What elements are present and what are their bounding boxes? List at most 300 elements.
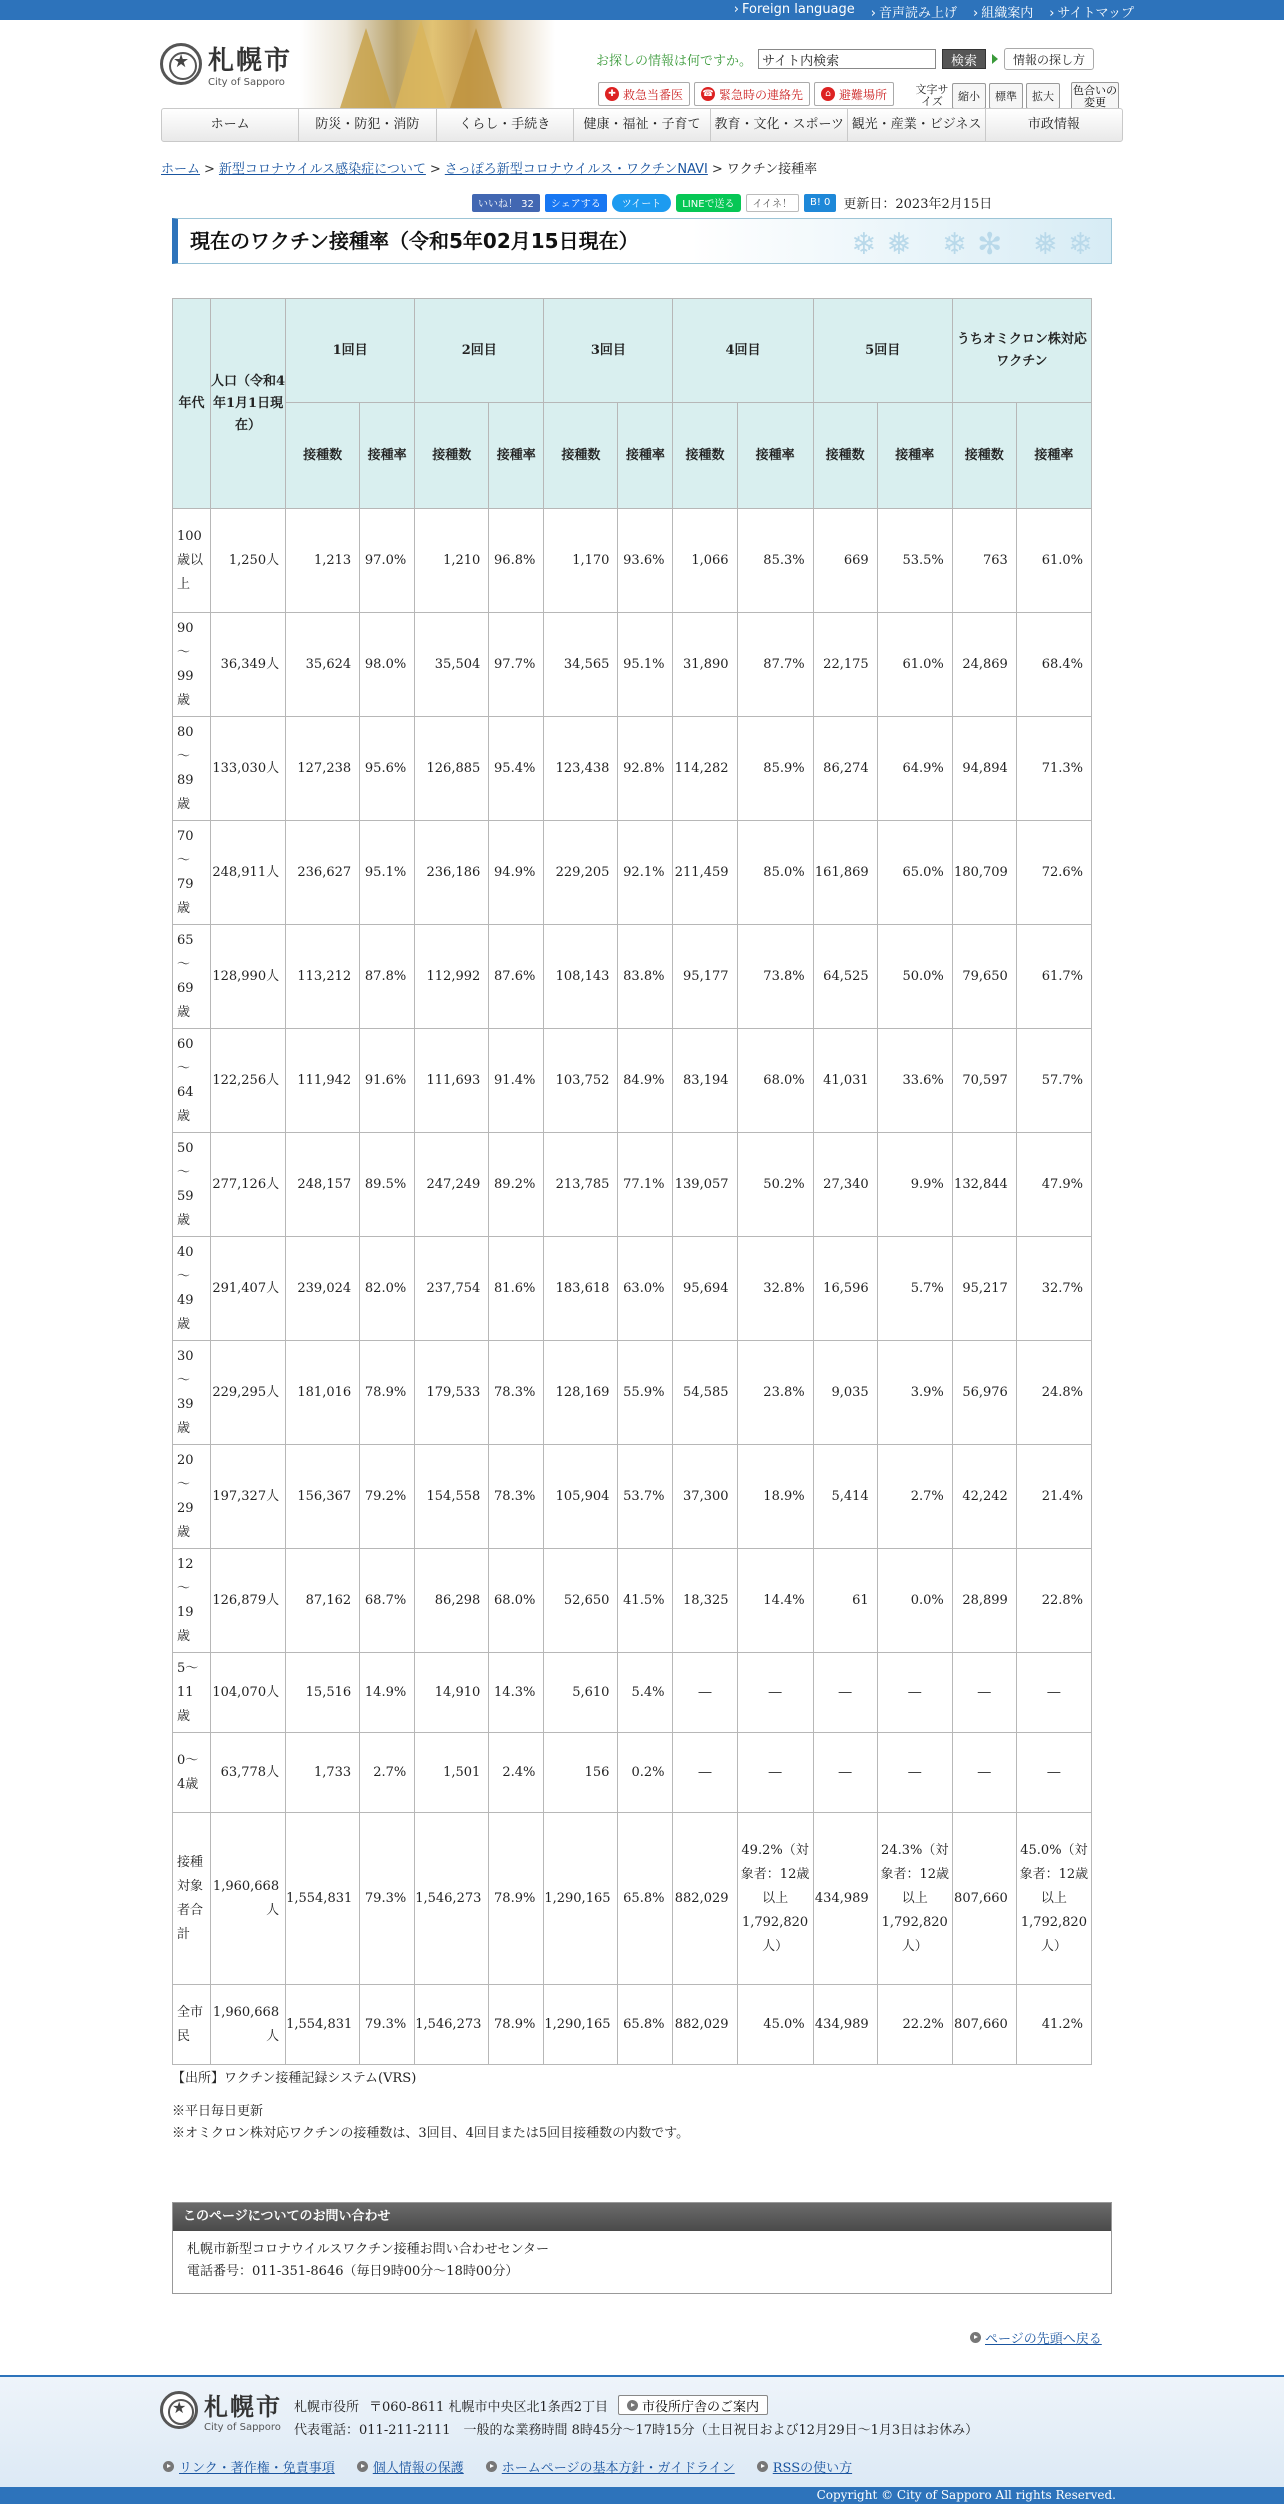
count-cell: 111,942 — [286, 1029, 360, 1133]
rate-cell: 21.4% — [1016, 1445, 1091, 1549]
population-cell: 36,349人 — [211, 613, 286, 717]
count-cell: 64,525 — [813, 925, 877, 1029]
population-cell: 133,030人 — [211, 717, 286, 821]
search-prompt: お探しの情報は何ですか。 — [596, 53, 753, 69]
rate-cell: 82.0% — [360, 1237, 415, 1341]
rate-cell: 68.0% — [737, 1029, 813, 1133]
age-cell: 60～64歳 — [173, 1029, 211, 1133]
count-cell: 229,205 — [544, 821, 618, 925]
count-cell: 1,170 — [544, 509, 618, 613]
arrow-right-icon — [627, 2400, 638, 2411]
rate-cell: 78.9% — [360, 1341, 415, 1445]
breadcrumb: ホーム > 新型コロナウイルス感染症について > さっぽろ新型コロナウイルス・ワクチンNAVI > ワクチン接種率 — [161, 162, 818, 177]
rate-cell: 22.2% — [877, 1985, 952, 2065]
footer-link-copyright[interactable]: リンク・著作権・免責事項 — [179, 2461, 335, 2476]
rate-cell: 45.0%（対象者：12歳以上1,792,820人） — [1016, 1813, 1091, 1985]
count-cell: 1,733 — [286, 1733, 360, 1813]
count-cell: 31,890 — [673, 613, 737, 717]
subheader-count: 接種数 — [813, 403, 877, 509]
rate-cell: 53.5% — [877, 509, 952, 613]
arrow-right-icon — [992, 54, 998, 64]
font-size-label: 文字サイズ — [915, 83, 949, 108]
nav-health[interactable]: 健康・福祉・子育て — [574, 109, 711, 141]
subheader-rate: 接種率 — [489, 403, 544, 509]
rate-cell: 63.0% — [618, 1237, 673, 1341]
table-row — [173, 717, 1092, 821]
rate-cell: 97.7% — [489, 613, 544, 717]
rate-cell: ― — [737, 1653, 813, 1733]
count-cell: ― — [673, 1653, 737, 1733]
nav-education[interactable]: 教育・文化・スポーツ — [711, 109, 848, 141]
arrow-right-icon — [486, 2461, 497, 2472]
organization-link[interactable]: 組織案内 — [981, 6, 1034, 21]
count-cell: 113,212 — [286, 925, 360, 1029]
header-population: 人口（令和4年1月1日現在） — [211, 299, 286, 509]
count-cell: 882,029 — [673, 1813, 737, 1985]
rate-cell: 68.7% — [360, 1549, 415, 1653]
count-cell: 1,554,831 — [286, 1813, 360, 1985]
age-cell: 50～59歳 — [173, 1133, 211, 1237]
population-cell: 122,256人 — [211, 1029, 286, 1133]
count-cell: 434,989 — [813, 1813, 877, 1985]
rate-cell: 61.0% — [1016, 509, 1091, 613]
count-cell: 123,438 — [544, 717, 618, 821]
rate-cell: 91.6% — [360, 1029, 415, 1133]
rate-cell: 0.2% — [618, 1733, 673, 1813]
rate-cell: 2.7% — [360, 1733, 415, 1813]
count-cell: 180,709 — [952, 821, 1016, 925]
rate-cell: ― — [877, 1653, 952, 1733]
rate-cell: 41.2% — [1016, 1985, 1091, 2065]
header-dose-3: 3回目 — [544, 299, 673, 403]
rate-cell: 24.3%（対象者：12歳以上1,792,820人） — [877, 1813, 952, 1985]
subheader-count: 接種数 — [415, 403, 489, 509]
arrow-right-icon — [357, 2461, 368, 2472]
page-top-anchor[interactable]: ページの先頭へ戻る — [985, 2332, 1102, 2347]
office-address: 〒060-8611 札幌市中央区北1条西2丁目 — [369, 2399, 608, 2415]
shelter-icon: ⌂ — [821, 87, 835, 101]
count-cell: 34,565 — [544, 613, 618, 717]
rate-cell: 47.9% — [1016, 1133, 1091, 1237]
rate-cell: 72.6% — [1016, 821, 1091, 925]
rate-cell: 97.0% — [360, 509, 415, 613]
count-cell: 1,290,165 — [544, 1985, 618, 2065]
rate-cell: 24.8% — [1016, 1341, 1091, 1445]
rate-cell: 9.9% — [877, 1133, 952, 1237]
rate-cell: 98.0% — [360, 613, 415, 717]
rate-cell: 87.8% — [360, 925, 415, 1029]
rate-cell: 65.0% — [877, 821, 952, 925]
rate-cell: ― — [1016, 1653, 1091, 1733]
table-row — [173, 509, 1092, 613]
page-title: 現在のワクチン接種率（令和5年02月15日現在） ❄❅ ❄✻ ❅❄ — [172, 218, 1112, 264]
count-cell: 181,016 — [286, 1341, 360, 1445]
count-cell: 237,754 — [415, 1237, 489, 1341]
footer-link-rss[interactable]: RSSの使い方 — [772, 2461, 853, 2476]
count-cell: 1,501 — [415, 1733, 489, 1813]
breadcrumb-current: ワクチン接種率 — [726, 162, 818, 177]
site-footer — [0, 2375, 1284, 2487]
count-cell: 669 — [813, 509, 877, 613]
note-update: ※平日毎日更新 — [172, 2104, 264, 2119]
population-cell: 277,126人 — [211, 1133, 286, 1237]
rate-cell: 85.0% — [737, 821, 813, 925]
rate-cell: 5.4% — [618, 1653, 673, 1733]
count-cell: 127,238 — [286, 717, 360, 821]
subheader-rate: 接種率 — [618, 403, 673, 509]
count-cell: 108,143 — [544, 925, 618, 1029]
rate-cell: 95.1% — [618, 613, 673, 717]
rate-cell: 68.4% — [1016, 613, 1091, 717]
rate-cell: 64.9% — [877, 717, 952, 821]
count-cell: 111,693 — [415, 1029, 489, 1133]
count-cell: 156,367 — [286, 1445, 360, 1549]
rate-cell: ― — [877, 1733, 952, 1813]
nav-tourism[interactable]: 観光・産業・ビジネス — [848, 109, 985, 141]
facebook-like-button[interactable]: いいね！ 32 — [472, 194, 540, 212]
rate-cell: 41.5% — [618, 1549, 673, 1653]
nav-cityinfo[interactable]: 市政情報 — [1027, 117, 1080, 132]
font-small-button[interactable]: 縮小 — [952, 83, 986, 109]
page-top-link[interactable] — [970, 2328, 1102, 2347]
emergency-contact-button[interactable]: ☎ 緊急時の連絡先 — [694, 82, 810, 106]
count-cell: 132,844 — [952, 1133, 1016, 1237]
count-cell: 86,274 — [813, 717, 877, 821]
city-emblem-icon — [160, 2391, 198, 2429]
rate-cell: 91.4% — [489, 1029, 544, 1133]
rate-cell: 32.7% — [1016, 1237, 1091, 1341]
font-large-button[interactable]: 拡大 — [1026, 83, 1060, 109]
rate-cell: 55.9% — [618, 1341, 673, 1445]
office-name: 札幌市役所 — [294, 2399, 360, 2415]
rate-cell: ― — [737, 1733, 813, 1813]
population-cell: 1,960,668人 — [211, 1813, 286, 1985]
count-cell: 37,300 — [673, 1445, 737, 1549]
rate-cell: 14.4% — [737, 1549, 813, 1653]
rate-cell: 89.5% — [360, 1133, 415, 1237]
count-cell: 5,610 — [544, 1653, 618, 1733]
foreign-language-link[interactable]: Foreign language — [741, 2, 855, 17]
emergency-doctor-button[interactable]: ✚ 救急当番医 — [598, 82, 690, 106]
subheader-count: 接種数 — [286, 403, 360, 509]
rate-cell: 81.6% — [489, 1237, 544, 1341]
age-cell: 100歳以上 — [173, 509, 211, 613]
office-guide-button[interactable]: 市役所庁舎のご案内 — [618, 2395, 768, 2415]
table-row — [173, 1445, 1092, 1549]
population-cell: 291,407人 — [211, 1237, 286, 1341]
rate-cell: 87.6% — [489, 925, 544, 1029]
subheader-count: 接種数 — [952, 403, 1016, 509]
count-cell: 27,340 — [813, 1133, 877, 1237]
count-cell: 236,186 — [415, 821, 489, 925]
site-header — [0, 20, 1284, 108]
rate-cell: 95.6% — [360, 717, 415, 821]
count-cell: 18,325 — [673, 1549, 737, 1653]
count-cell: 103,752 — [544, 1029, 618, 1133]
header-omicron: うちオミクロン株対応ワクチン — [952, 299, 1091, 403]
count-cell: 236,627 — [286, 821, 360, 925]
line-share-button[interactable]: LINEで送る — [676, 194, 740, 212]
population-cell: 248,911人 — [211, 821, 286, 925]
count-cell: 1,546,273 — [415, 1985, 489, 2065]
search-input[interactable] — [758, 49, 936, 69]
rate-cell: 0.0% — [877, 1549, 952, 1653]
count-cell: 179,533 — [415, 1341, 489, 1445]
age-cell: 30～39歳 — [173, 1341, 211, 1445]
count-cell: 247,249 — [415, 1133, 489, 1237]
count-cell: 61 — [813, 1549, 877, 1653]
count-cell: 763 — [952, 509, 1016, 613]
count-cell: ― — [952, 1653, 1016, 1733]
count-cell: 139,057 — [673, 1133, 737, 1237]
table-row — [173, 1237, 1092, 1341]
rate-cell: ― — [1016, 1733, 1091, 1813]
rate-cell: 95.4% — [489, 717, 544, 821]
rate-cell: 92.8% — [618, 717, 673, 821]
font-size-controls — [915, 82, 1119, 110]
count-cell: 22,175 — [813, 613, 877, 717]
rate-cell: 5.7% — [877, 1237, 952, 1341]
data-source: 【出所】ワクチン接種記録システム(VRS) — [172, 2071, 417, 2086]
count-cell: 95,217 — [952, 1237, 1016, 1341]
search-button[interactable]: 検索 — [942, 49, 986, 69]
count-cell: 95,177 — [673, 925, 737, 1029]
count-cell: 156 — [544, 1733, 618, 1813]
count-cell: 126,885 — [415, 717, 489, 821]
subheader-rate: 接種率 — [737, 403, 813, 509]
rate-cell: 93.6% — [618, 509, 673, 613]
rate-cell: 96.8% — [489, 509, 544, 613]
read-aloud-link[interactable]: 音声読み上げ — [878, 6, 957, 21]
logo-subtitle: City of Sapporo — [208, 77, 285, 88]
table-row — [173, 1733, 1092, 1813]
population-cell: 229,295人 — [211, 1341, 286, 1445]
emergency-links — [598, 82, 894, 106]
count-cell: 15,516 — [286, 1653, 360, 1733]
count-cell: 54,585 — [673, 1341, 737, 1445]
table-row — [173, 1133, 1092, 1237]
rate-cell: 92.1% — [618, 821, 673, 925]
mixi-iine-button[interactable]: イイネ！ — [746, 194, 799, 212]
age-cell: 20～29歳 — [173, 1445, 211, 1549]
count-cell: 42,242 — [952, 1445, 1016, 1549]
count-cell: 1,554,831 — [286, 1985, 360, 2065]
count-cell: 94,894 — [952, 717, 1016, 821]
subheader-rate: 接種率 — [877, 403, 952, 509]
rate-cell: 3.9% — [877, 1341, 952, 1445]
count-cell: 24,869 — [952, 613, 1016, 717]
rate-cell: 57.7% — [1016, 1029, 1091, 1133]
christmas-tree-image — [300, 20, 555, 108]
count-cell: 70,597 — [952, 1029, 1016, 1133]
age-cell: 接種対象者合計 — [173, 1813, 211, 1985]
count-cell: 1,546,273 — [415, 1813, 489, 1985]
count-cell: ― — [673, 1733, 737, 1813]
logo-name: 札幌市 — [208, 46, 293, 76]
count-cell: 79,650 — [952, 925, 1016, 1029]
count-cell: 52,650 — [544, 1549, 618, 1653]
rate-cell: 85.3% — [737, 509, 813, 613]
copyright: Copyright © City of Sapporo All rights Reserved. — [0, 2487, 1284, 2504]
count-cell: ― — [952, 1733, 1016, 1813]
age-cell: 40～49歳 — [173, 1237, 211, 1341]
rate-cell: 89.2% — [489, 1133, 544, 1237]
table-row — [173, 613, 1092, 717]
contact-tel: 電話番号：011-351-8646（毎日9時00分～18時00分） — [187, 2264, 519, 2279]
rate-cell: 50.2% — [737, 1133, 813, 1237]
age-cell: 0～4歳 — [173, 1733, 211, 1813]
rate-cell: 61.0% — [877, 613, 952, 717]
population-cell: 128,990人 — [211, 925, 286, 1029]
note-omicron: ※オミクロン株対応ワクチンの接種数は、3回目、4回目または5回目接種数の内数です。 — [172, 2126, 690, 2141]
arrow-up-icon — [970, 2332, 981, 2343]
count-cell: 213,785 — [544, 1133, 618, 1237]
count-cell: 35,504 — [415, 613, 489, 717]
rate-cell: 94.9% — [489, 821, 544, 925]
search-howto-button[interactable]: 情報の探し方 — [1004, 48, 1094, 70]
age-cell: 70～79歳 — [173, 821, 211, 925]
table-row — [173, 1813, 1092, 1985]
rate-cell: 73.8% — [737, 925, 813, 1029]
site-search — [596, 48, 1094, 70]
count-cell: ― — [813, 1653, 877, 1733]
count-cell: 434,989 — [813, 1985, 877, 2065]
population-cell: 63,778人 — [211, 1733, 286, 1813]
rate-cell: 14.3% — [489, 1653, 544, 1733]
subheader-rate: 接種率 — [360, 403, 415, 509]
rate-cell: 32.8% — [737, 1237, 813, 1341]
rate-cell: 77.1% — [618, 1133, 673, 1237]
count-cell: 95,694 — [673, 1237, 737, 1341]
count-cell: 16,596 — [813, 1237, 877, 1341]
count-cell: 882,029 — [673, 1985, 737, 2065]
age-cell: 5～11歳 — [173, 1653, 211, 1733]
color-change-button[interactable]: 色合いの変更 — [1071, 82, 1119, 110]
footer-tel: 代表電話：011-211-2111 一般的な業務時間 8時45分～17時15分（土日祝日および12月29日～1月3日はお休み） — [294, 2423, 979, 2438]
site-logo[interactable] — [160, 40, 292, 88]
count-cell: 56,976 — [952, 1341, 1016, 1445]
rate-cell: 84.9% — [618, 1029, 673, 1133]
count-cell: 9,035 — [813, 1341, 877, 1445]
count-cell: ― — [813, 1733, 877, 1813]
footer-address — [294, 2395, 768, 2415]
age-cell: 12～19歳 — [173, 1549, 211, 1653]
rate-cell: 87.7% — [737, 613, 813, 717]
rate-cell: 85.9% — [737, 717, 813, 821]
count-cell: 1,290,165 — [544, 1813, 618, 1985]
breadcrumb-covid[interactable]: 新型コロナウイルス感染症について — [218, 162, 426, 177]
population-cell: 126,879人 — [211, 1549, 286, 1653]
snowflake-decoration-icon: ❄❅ ❄✻ ❅❄ — [851, 227, 1103, 262]
hatena-bookmark-button[interactable]: B! 0 — [804, 194, 836, 212]
count-cell: 154,558 — [415, 1445, 489, 1549]
table-row — [173, 1549, 1092, 1653]
population-cell: 1,960,668人 — [211, 1985, 286, 2065]
font-normal-button[interactable]: 標準 — [989, 83, 1023, 109]
population-cell: 104,070人 — [211, 1653, 286, 1733]
footer-link-policy[interactable]: ホームページの基本方針・ガイドライン — [501, 2461, 735, 2476]
count-cell: 87,162 — [286, 1549, 360, 1653]
subheader-count: 接種数 — [544, 403, 618, 509]
age-cell: 80～89歳 — [173, 717, 211, 821]
breadcrumb-home[interactable]: ホーム — [161, 162, 201, 177]
vaccination-rate-table — [172, 298, 1092, 2065]
rate-cell: 2.7% — [877, 1445, 952, 1549]
rate-cell: 78.9% — [489, 1813, 544, 1985]
contact-name: 札幌市新型コロナウイルスワクチン接種お問い合わせセンター — [187, 2242, 550, 2257]
age-cell: 65～69歳 — [173, 925, 211, 1029]
count-cell: 1,213 — [286, 509, 360, 613]
rate-cell: 83.8% — [618, 925, 673, 1029]
table-row — [173, 1985, 1092, 2065]
rate-cell: 79.3% — [360, 1985, 415, 2065]
header-dose-4: 4回目 — [673, 299, 813, 403]
nav-home[interactable]: ホーム — [162, 109, 299, 141]
rate-cell: 50.0% — [877, 925, 952, 1029]
sitemap-link[interactable]: サイトマップ — [1057, 6, 1134, 21]
rate-cell: 65.8% — [618, 1813, 673, 1985]
footer-logo[interactable] — [160, 2387, 282, 2433]
population-cell: 1,250人 — [211, 509, 286, 613]
count-cell: 105,904 — [544, 1445, 618, 1549]
footer-logo-name: 札幌市 — [204, 2393, 282, 2421]
header-age: 年代 — [173, 299, 211, 509]
header-dose-1: 1回目 — [286, 299, 415, 403]
table-row — [173, 821, 1092, 925]
header-dose-2: 2回目 — [415, 299, 544, 403]
evacuation-site-button[interactable]: ⌂ 避難場所 — [814, 82, 894, 106]
count-cell: 5,414 — [813, 1445, 877, 1549]
rate-cell: 18.9% — [737, 1445, 813, 1549]
rate-cell: 71.3% — [1016, 717, 1091, 821]
count-cell: 183,618 — [544, 1237, 618, 1341]
tweet-button[interactable]: ツイート — [612, 194, 672, 212]
count-cell: 86,298 — [415, 1549, 489, 1653]
footer-logo-subtitle: City of Sapporo — [204, 2422, 281, 2433]
count-cell: 211,459 — [673, 821, 737, 925]
nav-living[interactable]: くらし・手続き — [437, 109, 574, 141]
footer-links — [163, 2457, 852, 2476]
count-cell: 114,282 — [673, 717, 737, 821]
population-cell: 197,327人 — [211, 1445, 286, 1549]
rate-cell: 53.7% — [618, 1445, 673, 1549]
arrow-right-icon — [757, 2461, 768, 2472]
city-emblem-icon — [160, 43, 202, 85]
table-row — [173, 1029, 1092, 1133]
rate-cell: 95.1% — [360, 821, 415, 925]
footer-link-privacy[interactable]: 個人情報の保護 — [372, 2461, 464, 2476]
global-nav — [161, 108, 1123, 142]
rate-cell: 78.3% — [489, 1445, 544, 1549]
count-cell: 35,624 — [286, 613, 360, 717]
breadcrumb-vaccine-navi[interactable]: さっぽろ新型コロナウイルス・ワクチンNAVI — [444, 162, 708, 177]
rate-cell: 68.0% — [489, 1549, 544, 1653]
header-dose-5: 5回目 — [813, 299, 952, 403]
count-cell: 41,031 — [813, 1029, 877, 1133]
hospital-icon: ✚ — [605, 87, 619, 101]
facebook-share-button[interactable]: シェアする — [545, 194, 607, 212]
rate-cell: 78.3% — [489, 1341, 544, 1445]
nav-disaster[interactable]: 防災・防犯・消防 — [299, 109, 436, 141]
rate-cell: 22.8% — [1016, 1549, 1091, 1653]
table-row — [173, 1653, 1092, 1733]
count-cell: 248,157 — [286, 1133, 360, 1237]
age-cell: 全市民 — [173, 1985, 211, 2065]
subheader-count: 接種数 — [673, 403, 737, 509]
rate-cell: 14.9% — [360, 1653, 415, 1733]
count-cell: 239,024 — [286, 1237, 360, 1341]
count-cell: 1,210 — [415, 509, 489, 613]
